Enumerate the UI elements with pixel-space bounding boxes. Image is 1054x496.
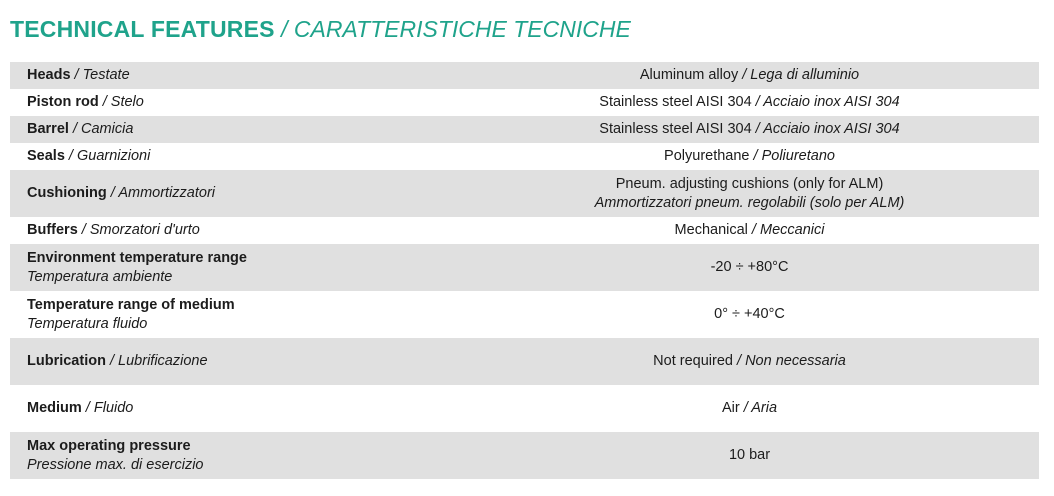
feature-label: [10, 120, 500, 139]
feature-value-it: Meccanici: [759, 222, 825, 238]
feature-label: [10, 184, 500, 203]
feature-label: [10, 93, 500, 112]
table-row: [10, 244, 1039, 291]
label-separator: /: [106, 185, 119, 201]
label-separator: /: [77, 222, 90, 238]
feature-label: [10, 66, 500, 85]
feature-value-en: Air: [721, 400, 740, 416]
technical-features-table: [10, 62, 1039, 479]
feature-label-en: Heads: [27, 67, 71, 83]
feature-label-it: Pressione max. di esercizio: [27, 456, 204, 473]
feature-label: [10, 352, 500, 371]
feature-label: [10, 249, 500, 287]
table-row: [10, 170, 1039, 217]
feature-value: [500, 175, 1039, 213]
section-title: [10, 14, 631, 48]
feature-label-en: Max operating pressure: [27, 437, 191, 454]
feature-value: [500, 352, 1039, 371]
feature-label-en: Medium: [27, 400, 82, 416]
feature-value: 0° ÷ +40°C: [714, 306, 785, 322]
feature-label-it: Temperatura fluido: [27, 315, 148, 332]
feature-value: [500, 93, 1039, 112]
feature-value-it: Ammortizzatori pneum. regolabili (solo per ALM): [594, 194, 905, 211]
feature-label-en: Temperature range of medium: [27, 296, 235, 313]
value-separator: /: [751, 94, 764, 110]
feature-value-it: Non necessaria: [745, 353, 846, 369]
feature-value: [500, 66, 1039, 85]
feature-value-it: Acciaio inox AISI 304: [763, 94, 900, 110]
label-separator: /: [98, 94, 111, 110]
table-row: [10, 143, 1039, 170]
feature-value: [500, 221, 1039, 240]
feature-value-it: Aria: [751, 400, 778, 416]
feature-label-en: Piston rod: [27, 94, 99, 110]
label-separator: /: [70, 67, 83, 83]
feature-label-it: Guarnizioni: [77, 148, 151, 164]
feature-label-en: Seals: [27, 148, 65, 164]
feature-value-en: Pneum. adjusting cushions (only for ALM): [615, 175, 884, 192]
feature-value-en: Stainless steel AISI 304: [599, 121, 752, 137]
feature-value: [500, 120, 1039, 139]
label-separator: /: [105, 353, 119, 369]
table-row: [10, 62, 1039, 89]
feature-label: [10, 437, 500, 475]
label-separator: /: [68, 121, 82, 137]
table-row: [10, 217, 1039, 244]
feature-value-en: Polyurethane: [664, 148, 750, 164]
feature-value-en: Mechanical: [674, 222, 748, 238]
feature-value-en: Not required: [653, 353, 733, 369]
label-separator: /: [81, 400, 94, 416]
feature-value-en: Stainless steel AISI 304: [599, 94, 752, 110]
label-separator: /: [64, 148, 77, 164]
feature-label-en: Buffers: [27, 222, 78, 238]
value-separator: /: [738, 67, 751, 83]
feature-value: -20 ÷ +80°C: [710, 259, 789, 275]
section-title-it: CARATTERISTICHE TECNICHE: [293, 16, 631, 42]
feature-value: [500, 147, 1039, 166]
feature-label-en: Cushioning: [27, 185, 107, 201]
value-separator: /: [751, 121, 764, 137]
feature-label-it: Temperatura ambiente: [27, 268, 173, 285]
table-row: [10, 338, 1039, 385]
value-separator: /: [747, 222, 760, 238]
feature-value-it: Lega di alluminio: [750, 67, 860, 83]
table-row: [10, 432, 1039, 479]
value-separator: /: [732, 353, 746, 369]
feature-label-en: Lubrication: [27, 353, 106, 369]
feature-value: [500, 399, 1039, 418]
feature-value-en: Aluminum alloy: [639, 67, 739, 83]
feature-label: [10, 399, 500, 418]
feature-label-it: Testate: [82, 67, 130, 83]
value-separator: /: [739, 400, 752, 416]
feature-value: 10 bar: [728, 447, 771, 463]
feature-label-it: Smorzatori d'urto: [89, 222, 200, 238]
feature-value-it: Poliuretano: [761, 148, 835, 164]
section-title-en: TECHNICAL FEATURES: [10, 16, 275, 42]
feature-value-it: Acciaio inox AISI 304: [763, 121, 900, 137]
feature-label: [10, 296, 500, 334]
feature-label-en: Barrel: [27, 121, 69, 137]
feature-label: [10, 221, 500, 240]
table-row: [10, 385, 1039, 432]
feature-label-en: Environment temperature range: [27, 249, 247, 266]
feature-label-it: Stelo: [110, 94, 144, 110]
feature-label-it: Camicia: [81, 121, 134, 137]
feature-label-it: Ammortizzatori: [118, 185, 215, 201]
feature-label-it: Fluido: [93, 400, 134, 416]
section-title-separator: /: [274, 16, 294, 42]
value-separator: /: [749, 148, 762, 164]
table-row: [10, 89, 1039, 116]
feature-label: [10, 147, 500, 166]
table-row: [10, 291, 1039, 338]
table-row: [10, 116, 1039, 143]
feature-label-it: Lubrificazione: [118, 353, 208, 369]
